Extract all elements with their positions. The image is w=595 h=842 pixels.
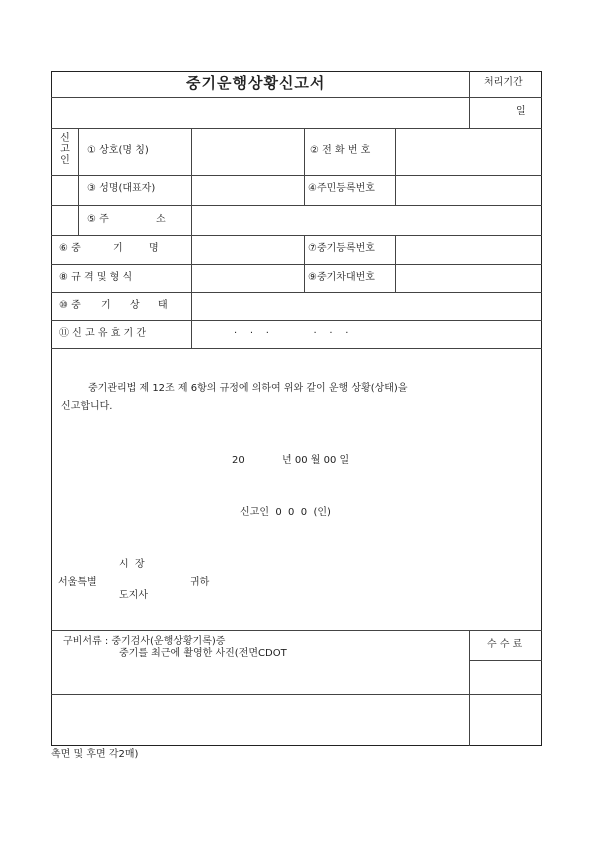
resident-no-label: ④주민등록번호 xyxy=(308,183,375,194)
recipient-city: 서울특별 xyxy=(58,577,97,588)
name-label: ③ 성명(대표자) xyxy=(87,183,156,194)
rule-after-equip-name xyxy=(51,264,542,265)
address-label-end: 소 xyxy=(156,214,166,225)
fee-label: 수 수 료 xyxy=(487,639,523,650)
processing-period-label: 처리기간 xyxy=(484,77,523,88)
reporter-char-1: 신 xyxy=(60,133,70,144)
status-label: ⑩ 중 xyxy=(59,300,81,311)
date-rest: 년 00 월 00 일 xyxy=(282,455,350,466)
reporter-char-3: 인 xyxy=(60,155,70,166)
rule-fee-header xyxy=(469,660,542,661)
signer-line: 신고인 0 0 0 (인) xyxy=(240,507,331,518)
statement-line-2: 신고합니다. xyxy=(61,401,113,412)
recipient-governor: 도지사 xyxy=(119,590,148,601)
date-prefix: 20 xyxy=(232,455,245,466)
status-label-2: 기 xyxy=(101,300,111,311)
status-label-3: 상 xyxy=(130,300,140,311)
rule-after-address xyxy=(51,235,542,236)
processing-period-unit: 일 xyxy=(516,106,526,117)
rule-after-processing xyxy=(51,128,542,129)
equipment-reg-no-label: ⑦중기등록번호 xyxy=(308,243,375,254)
attachments-item-2: 중기를 최근에 촬영한 사진(전면CDOT xyxy=(119,648,287,659)
rule-after-trade-name xyxy=(78,175,542,176)
equipment-name-label-end: 명 xyxy=(149,243,159,254)
rule-reporter-group-a xyxy=(51,175,78,176)
attachments-label: 구비서류 : 중기검사(운행상황기록)증 xyxy=(63,636,226,647)
equipment-name-label-mid: 기 xyxy=(113,243,123,254)
rule-label-col-2 xyxy=(304,128,305,205)
rule-processing-col xyxy=(469,71,470,128)
rule-fee-col xyxy=(469,630,470,746)
rule-label-col-2b xyxy=(304,235,305,292)
statement-line-1: 중기관리법 제 12조 제 6항의 규정에 의하여 위와 같이 운행 상황(상태)을 xyxy=(88,383,408,394)
rule-after-validity xyxy=(51,348,542,349)
validity-dots: · · · · · · xyxy=(234,328,349,339)
trade-name-label: ① 상호(명 칭) xyxy=(87,145,149,156)
rule-after-status xyxy=(51,320,542,321)
rule-label-col-1 xyxy=(191,128,192,348)
rule-reporter-group-col xyxy=(78,128,79,235)
reporter-group-label xyxy=(58,133,72,166)
recipient-mayor: 시 장 xyxy=(119,559,145,570)
rule-value-col-2b xyxy=(395,235,396,292)
form-title: 중기운행상황신고서 xyxy=(186,74,326,92)
spec-label: ⑧ 규 격 및 형 식 xyxy=(59,272,133,283)
rule-value-col-2 xyxy=(395,128,396,205)
footer-note: 촉면 및 후면 각2매) xyxy=(51,749,139,760)
recipient-honorific: 귀하 xyxy=(190,577,210,588)
phone-label: ② 전 화 번 호 xyxy=(310,145,371,156)
chassis-no-label: ⑨중기차대번호 xyxy=(308,272,375,283)
rule-after-spec xyxy=(51,292,542,293)
reporter-char-2: 고 xyxy=(60,144,70,155)
equipment-name-label: ⑥ 중 xyxy=(59,243,81,254)
status-label-4: 태 xyxy=(158,300,168,311)
address-label: ⑤ 주 xyxy=(87,214,109,225)
validity-label: ⑪ 신 고 유 효 기 간 xyxy=(59,328,147,339)
rule-after-name xyxy=(51,205,542,206)
